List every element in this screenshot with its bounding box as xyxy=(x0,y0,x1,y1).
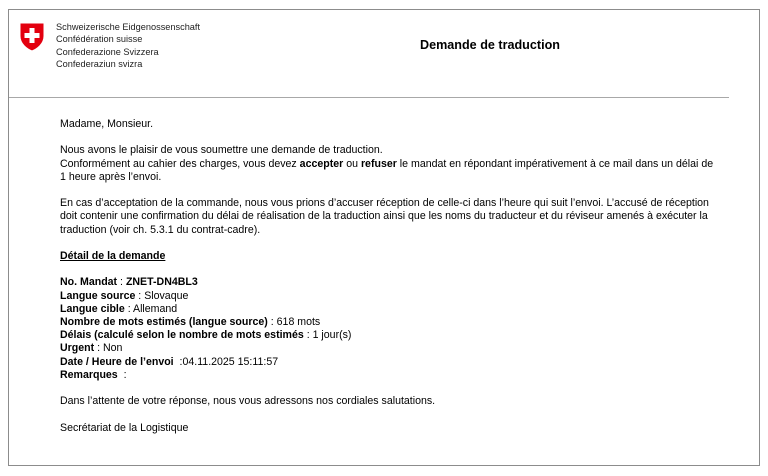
detail-urgent: Urgent : Non xyxy=(60,342,123,355)
urgent-value: Non xyxy=(102,342,123,355)
confederation-line-it: Confederazione Svizzera xyxy=(56,46,159,57)
document-title: Demande de traduction xyxy=(420,38,560,52)
refuse-keyword: refuser xyxy=(360,157,397,170)
header-divider xyxy=(9,97,729,98)
swiss-cross-shield-icon xyxy=(19,22,45,52)
cible-label: Langue cible xyxy=(60,302,125,315)
mandat-value: ZNET-DN4BL3 xyxy=(125,276,198,289)
detail-heading: Détail de la demande xyxy=(60,249,166,262)
cible-value: Allemand xyxy=(133,302,178,315)
detail-date: Date / Heure de l’envoi :04.11.2025 15:11:57 xyxy=(60,355,279,368)
delais-value: 1 jour(s) xyxy=(312,329,352,342)
mots-label: Nombre de mots estimés (langue source) xyxy=(60,315,268,328)
detail-cible: Langue cible : Allemand xyxy=(60,302,178,315)
date-label: Date / Heure de l’envoi xyxy=(60,355,174,368)
detail-remarques: Remarques : xyxy=(60,368,127,381)
detail-delais: Délais (calculé selon le nombre de mots estimés : 1 jour(s) xyxy=(60,329,352,342)
greeting: Madame, Monsieur. xyxy=(60,118,154,130)
closing: Dans l’attente de votre réponse, nous vous adressons nos cordiales salutations. xyxy=(60,395,436,408)
accept-keyword: accepter xyxy=(299,157,344,170)
conditions-or: ou xyxy=(343,157,361,170)
source-label: Langue source xyxy=(60,289,136,302)
confederation-line-fr: Confédération suisse xyxy=(56,34,143,45)
conditions-text-b: le mandat en répondant impérativement à ce mail dans un délai de 1 heure après l’envoi. xyxy=(60,157,714,183)
confederation-line-de: Schweizerische Eidgenossenschaft xyxy=(56,22,201,32)
detail-source: Langue source : Slovaque xyxy=(60,289,189,302)
remarques-label: Remarques xyxy=(60,368,118,381)
mandat-label: No. Mandat xyxy=(60,276,118,289)
paragraph-acknowledgment: En cas d’acceptation de la commande, nous vous prions d’accuser réception de celle-ci dans l’heure qui suit l’envoi. L’accusé de réception doit contenir une confirmation du délai de réalisation de la traduction ainsi que les noms du traducteur et du réviseur amenés à exécuter la traduction (voir ch. 5.3.1 du contrat-cadre). xyxy=(60,197,709,236)
paragraph-intro xyxy=(60,144,720,184)
signature: Secrétariat de la Logistique xyxy=(60,421,189,434)
letter-body xyxy=(60,118,720,435)
detail-mandat: No. Mandat : ZNET-DN4BL3 xyxy=(60,276,198,289)
confederation-line-rm: Confederaziun svizra xyxy=(56,58,143,69)
mots-value: 618 mots xyxy=(276,315,321,328)
urgent-label: Urgent xyxy=(60,342,95,355)
conditions-text-a: Conformément au cahier des charges, vous devez xyxy=(60,157,300,170)
detail-mots: Nombre de mots estimés (langue source) : 618 mots xyxy=(60,315,321,328)
delais-label: Délais (calculé selon le nombre de mots estimés xyxy=(60,329,304,342)
confederation-names xyxy=(56,21,200,70)
date-value: 04.11.2025 15:11:57 xyxy=(182,355,279,368)
source-value: Slovaque xyxy=(144,289,189,302)
intro-line: Nous avons le plaisir de vous soumettre une demande de traduction. xyxy=(60,144,383,157)
